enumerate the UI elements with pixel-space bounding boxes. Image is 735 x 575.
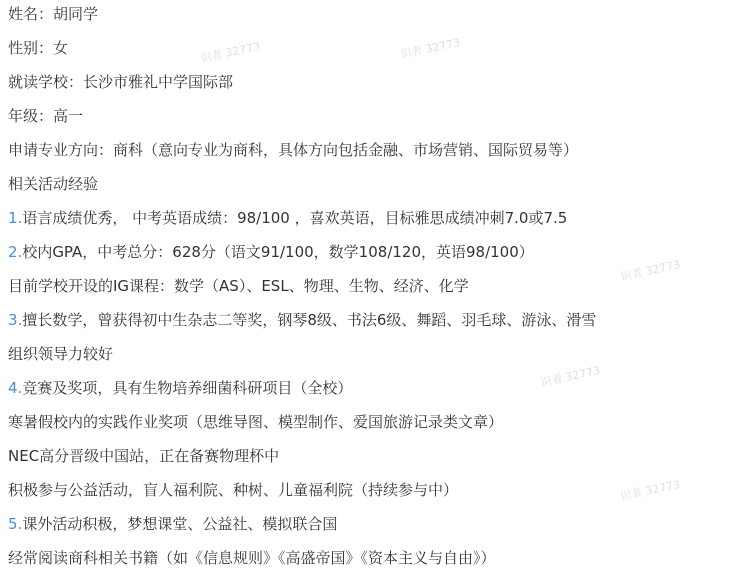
line-text: NEC高分晋级中国站，正在备赛物理杯中 (8, 447, 280, 465)
watermark: 识者 32773 (619, 477, 682, 504)
line-major (8, 138, 578, 162)
line-text: 寒暑假校内的实践作业奖项（思维导图、模型制作、爱国旅游记录类文章） (8, 413, 504, 431)
line-ig-courses (8, 274, 469, 298)
line-grade (8, 104, 83, 128)
line-number: 3. (8, 311, 23, 329)
line-number: 2. (8, 243, 23, 261)
line-number: 5. (8, 515, 23, 533)
line-school (8, 70, 233, 94)
line-text: 目前学校开设的IG课程：数学（AS）、ESL、物理、生物、经济、化学 (8, 277, 469, 295)
line-leadership (8, 342, 113, 366)
watermark: 识者 32773 (619, 257, 682, 284)
line-text: 擅长数学，曾获得初中生杂志二等奖，钢琴8级、书法6级、舞蹈、羽毛球、游泳、滑雪 (22, 311, 597, 329)
line-text: 组织领导力较好 (8, 345, 114, 363)
line-text: 积极参与公益活动，盲人福利院、种树、儿童福利院（持续参与中） (8, 481, 459, 499)
line-item-2 (8, 240, 534, 264)
line-text: 语言成绩优秀， 中考英语成绩：98/100 ，喜欢英语，目标雅思成绩冲刺7.0或7.5 (22, 209, 568, 227)
line-gender (8, 36, 68, 60)
line-text: 课外活动积极，梦想课堂、公益社、模拟联合国 (22, 515, 338, 533)
line-number: 1. (8, 209, 23, 227)
line-item-5 (8, 512, 337, 536)
line-nec (8, 444, 279, 468)
line-text: 校内GPA，中考总分：628分（语文91/100，数学108/120，英语98/100） (22, 243, 534, 261)
line-item-4 (8, 376, 352, 400)
line-text: 经常阅读商科相关书籍（如《信息规则》《高盛帝国》《资本主义与自由》） (8, 549, 496, 567)
line-text: 性别：女 (8, 39, 69, 57)
line-summer-awards (8, 410, 503, 434)
line-item-1 (8, 206, 567, 230)
watermark: 识者 32773 (399, 35, 462, 62)
line-item-3 (8, 308, 596, 332)
line-section-heading (8, 172, 98, 196)
line-text: 姓名：胡同学 (8, 5, 99, 23)
line-name (8, 2, 98, 26)
line-text: 竞赛及奖项，具有生物培养细菌科研项目（全校） (22, 379, 353, 397)
line-text: 申请专业方向：商科（意向专业为商科，具体方向包括金融、市场营销、国际贸易等） (8, 141, 579, 159)
line-text: 就读学校：长沙市雅礼中学国际部 (8, 73, 234, 91)
line-text: 年级：高一 (8, 107, 84, 125)
line-number: 4. (8, 379, 23, 397)
watermark: 识者 32773 (199, 39, 262, 66)
line-charity (8, 478, 458, 502)
watermark: 识者 32773 (539, 363, 602, 390)
line-reading (8, 546, 496, 570)
line-text: 相关活动经验 (8, 175, 99, 193)
